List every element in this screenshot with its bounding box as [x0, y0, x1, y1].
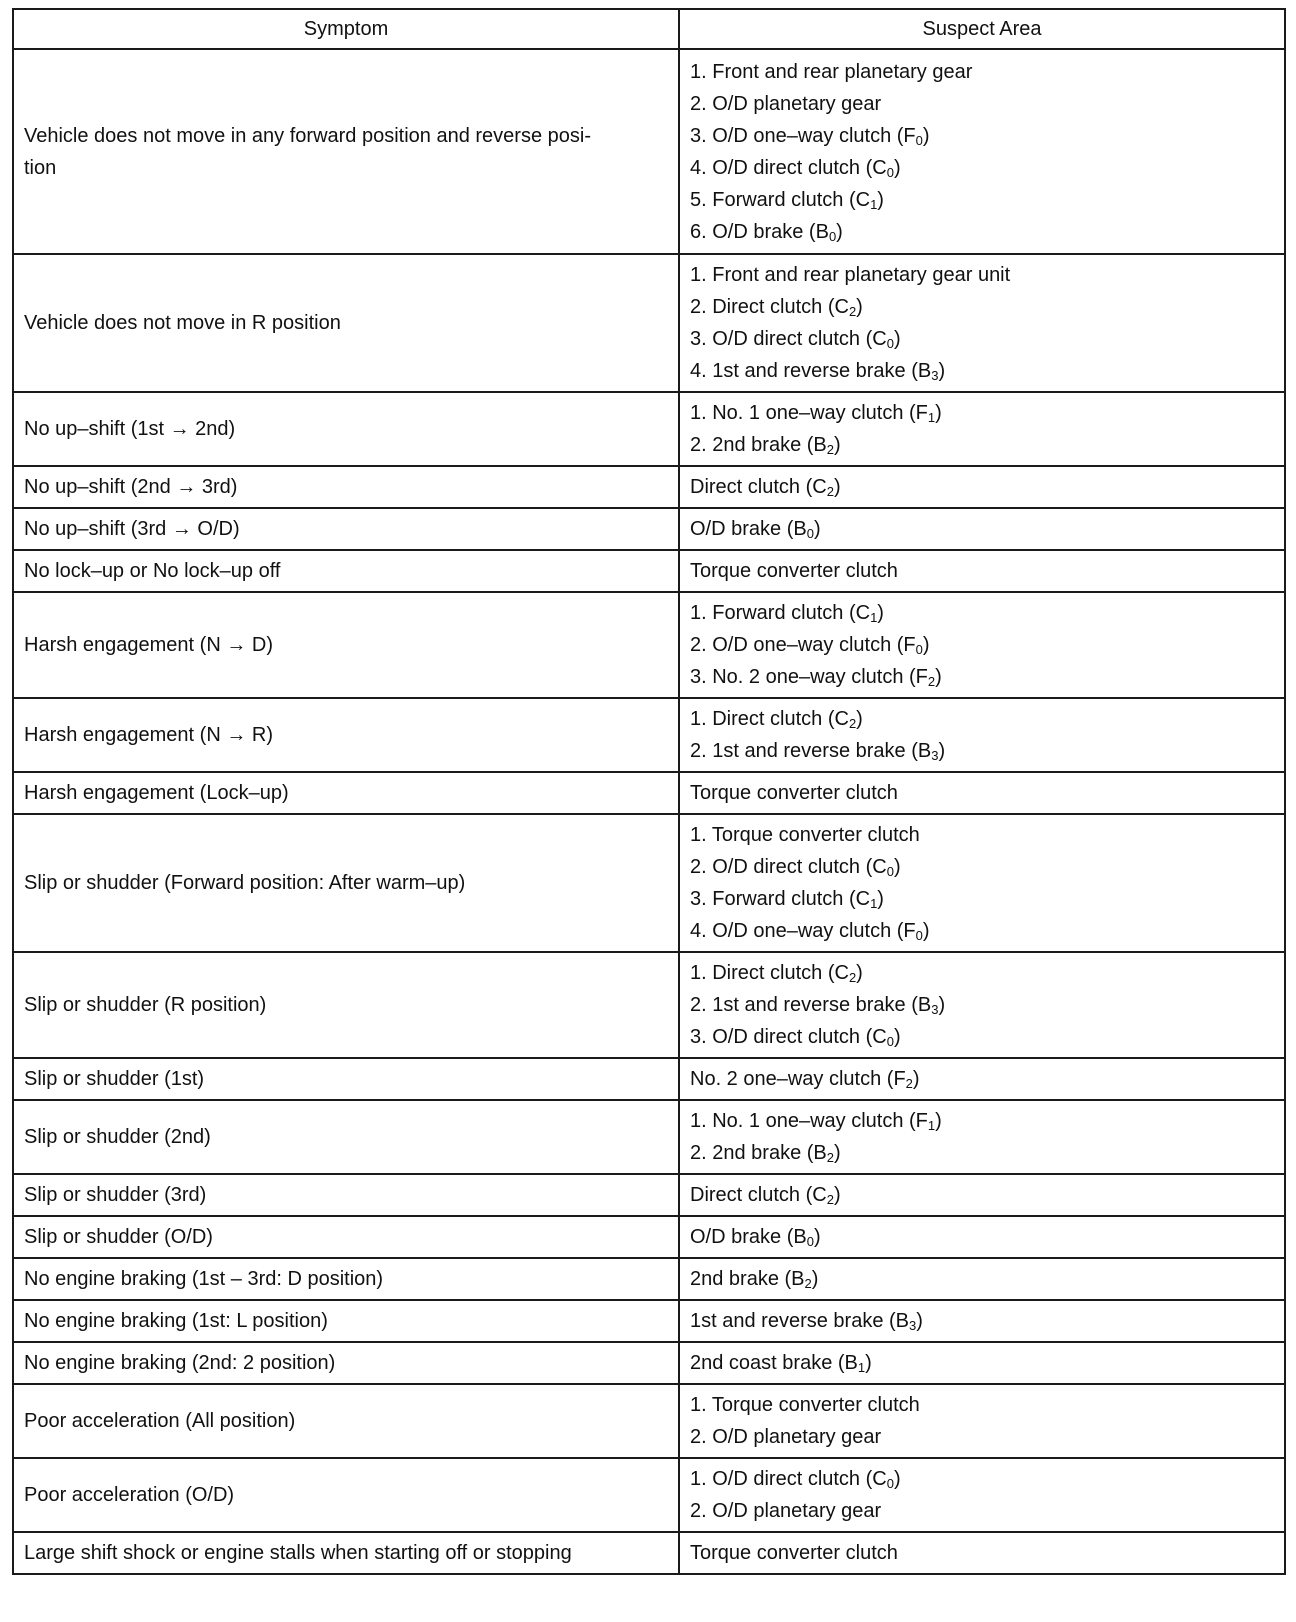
symptom-cell [13, 1058, 679, 1100]
table-row [13, 392, 1285, 466]
symptom-cell [13, 254, 679, 392]
suspect-item-subscript: 2 [927, 674, 936, 689]
suspect-item [690, 88, 1274, 120]
suspect-item [690, 597, 1274, 629]
suspect-item-text: 1. Forward clutch (C [690, 602, 871, 624]
suspect-item-suffix: ) [877, 602, 884, 624]
symptom-cell [13, 952, 679, 1058]
table-row [13, 592, 1285, 698]
symptom-text: Poor acceleration (O/D) [24, 1484, 235, 1506]
symptom-text: Slip or shudder (Forward position: After warm–up) [24, 872, 466, 894]
suspect-item-text: 2nd brake (B [690, 1268, 805, 1290]
suspect-item-suffix: ) [922, 634, 930, 656]
suspect-area-cell [679, 1342, 1285, 1384]
suspect-item [690, 397, 1274, 429]
header-row [13, 9, 1285, 49]
suspect-item-subscript: 0 [886, 164, 894, 180]
suspect-item [690, 777, 1274, 809]
suspect-item-suffix: ) [935, 402, 942, 424]
suspect-item-subscript: 3 [909, 1318, 917, 1333]
table-row [13, 1300, 1285, 1342]
symptom-text: Slip or shudder (3rd) [24, 1184, 207, 1206]
suspect-item-text: 2. O/D one–way clutch (F [690, 634, 916, 656]
suspect-item-text: 1. No. 1 one–way clutch (F [690, 402, 928, 424]
symptom-cell [13, 1258, 679, 1300]
suspect-item-text: 3. No. 2 one–way clutch (F [690, 666, 928, 688]
suspect-area-cell [679, 1174, 1285, 1216]
suspect-item [690, 1221, 1274, 1253]
suspect-item-subscript: 0 [828, 228, 837, 244]
suspect-item-subscript: 0 [886, 336, 894, 351]
symptom-text: No up–shift (1st → 2nd) [24, 418, 236, 440]
suspect-item [690, 735, 1274, 767]
suspect-item [690, 471, 1274, 503]
suspect-item-suffix: ) [916, 1310, 923, 1332]
suspect-area-cell [679, 592, 1285, 698]
suspect-item-subscript: 2 [826, 442, 834, 457]
suspect-item-subscript: 2 [826, 484, 834, 499]
suspect-item [690, 819, 1274, 851]
suspect-item-text: 1. Front and rear planetary gear unit [690, 264, 1011, 286]
suspect-item-subscript: 0 [886, 864, 894, 879]
table-row [13, 1342, 1285, 1384]
suspect-item-subscript: 2 [804, 1276, 812, 1291]
suspect-area-cell [679, 814, 1285, 952]
table-row [13, 1216, 1285, 1258]
suspect-item-text: 4. O/D one–way clutch (F [690, 920, 916, 942]
suspect-item-text: 1. O/D direct clutch (C [690, 1468, 887, 1490]
symptom-cell [13, 466, 679, 508]
suspect-item [690, 1105, 1274, 1137]
table-row [13, 550, 1285, 592]
symptom-text: Poor acceleration (All position) [24, 1410, 296, 1432]
suspect-item-suffix: ) [893, 156, 901, 179]
suspect-item-text: 5. Forward clutch (C [690, 188, 871, 211]
symptom-text: No engine braking (1st – 3rd: D position) [24, 1268, 384, 1290]
table-row [13, 1100, 1285, 1174]
suspect-item-subscript: 0 [915, 928, 923, 943]
table-row [13, 254, 1285, 392]
suspect-item-suffix: ) [922, 920, 930, 942]
suspect-item [690, 883, 1274, 915]
suspect-item-text: 1. No. 1 one–way clutch (F [690, 1110, 928, 1132]
table-row [13, 772, 1285, 814]
suspect-item [690, 355, 1274, 387]
suspect-item-text: 1st and reverse brake (B [690, 1310, 909, 1332]
suspect-item-suffix: ) [811, 1268, 819, 1290]
suspect-item-suffix: ) [813, 1226, 821, 1248]
suspect-item-subscript: 1 [870, 196, 878, 212]
suspect-item-subscript: 1 [870, 896, 878, 911]
suspect-item [690, 120, 1274, 152]
symptom-text: No engine braking (1st: L position) [24, 1310, 328, 1332]
suspect-item-suffix: ) [935, 1110, 942, 1132]
suspect-item [690, 513, 1274, 545]
suspect-item [690, 703, 1274, 735]
suspect-item-text: Torque converter clutch [690, 782, 898, 804]
suspect-item-text: 3. O/D direct clutch (C [690, 328, 887, 350]
suspect-area-cell [679, 1532, 1285, 1574]
suspect-item-suffix: ) [836, 220, 843, 243]
suspect-item [690, 1021, 1274, 1053]
suspect-item-subscript: 1 [857, 1360, 866, 1375]
suspect-item [690, 629, 1274, 661]
suspect-item-text: O/D brake (B [690, 1226, 807, 1248]
symptom-text: Harsh engagement (N → R) [24, 724, 273, 746]
suspect-item-subscript: 1 [927, 410, 936, 425]
suspect-area-cell [679, 254, 1285, 392]
suspect-area-cell [679, 1384, 1285, 1458]
suspect-item [690, 957, 1274, 989]
suspect-item-text: Torque converter clutch [690, 560, 898, 582]
suspect-item-text: 2. O/D planetary gear [690, 92, 882, 115]
suspect-item-suffix: ) [877, 888, 884, 910]
table-body [13, 49, 1285, 1574]
suspect-item-subscript: 3 [931, 748, 939, 763]
suspect-item-suffix: ) [893, 1026, 901, 1048]
suspect-item-subscript: 1 [927, 1118, 936, 1133]
suspect-item-subscript: 2 [826, 1192, 834, 1207]
suspect-item-text: 1. Front and rear planetary gear [690, 60, 973, 83]
suspect-item-subscript: 0 [915, 132, 923, 148]
symptom-cell [13, 1174, 679, 1216]
symptom-cell [13, 550, 679, 592]
suspect-item [690, 1305, 1274, 1337]
suspect-item-text: 1. Direct clutch (C [690, 962, 849, 984]
table-row [13, 1058, 1285, 1100]
suspect-item [690, 152, 1274, 184]
symptom-cell [13, 698, 679, 772]
suspect-item-text: Direct clutch (C [690, 476, 827, 498]
suspect-item-subscript: 2 [848, 304, 857, 319]
suspect-item-subscript: 0 [886, 1476, 894, 1491]
table-row [13, 1258, 1285, 1300]
suspect-item-text: O/D brake (B [690, 518, 807, 540]
suspect-area-cell [679, 1100, 1285, 1174]
suspect-item [690, 1495, 1274, 1527]
suspect-item-suffix: ) [938, 994, 946, 1016]
suspect-area-cell [679, 508, 1285, 550]
suspect-area-cell [679, 1300, 1285, 1342]
suspect-item [690, 1347, 1274, 1379]
suspect-item-text: 1. Direct clutch (C [690, 708, 849, 730]
symptom-text: Slip or shudder (R position) [24, 994, 267, 1016]
symptom-cell [13, 1100, 679, 1174]
suspect-item [690, 429, 1274, 461]
suspect-item-text: 1. Torque converter clutch [690, 824, 920, 846]
symptom-cell [13, 1216, 679, 1258]
suspect-item-subscript: 3 [931, 368, 939, 383]
suspect-item-text: 2. 2nd brake (B [690, 434, 827, 456]
suspect-item [690, 56, 1274, 88]
suspect-item [690, 851, 1274, 883]
table-row [13, 49, 1285, 254]
suspect-item-text: 3. O/D one–way clutch (F [690, 124, 916, 147]
suspect-item-text: 2. 2nd brake (B [690, 1142, 827, 1164]
suspect-item [690, 915, 1274, 947]
suspect-area-cell [679, 1058, 1285, 1100]
suspect-item [690, 1463, 1274, 1495]
symptom-cell [13, 508, 679, 550]
suspect-area-cell [679, 1258, 1285, 1300]
suspect-item-subscript: 2 [905, 1076, 913, 1091]
suspect-item-suffix: ) [833, 1142, 841, 1164]
suspect-item-subscript: 0 [806, 526, 814, 541]
suspect-item-text: No. 2 one–way clutch (F [690, 1068, 906, 1090]
symptom-text: No lock–up or No lock–up off [24, 560, 281, 582]
table-row [13, 952, 1285, 1058]
suspect-item-subscript: 1 [870, 610, 878, 625]
symptom-table [12, 8, 1286, 1575]
symptom-cell [13, 1384, 679, 1458]
suspect-item-subscript: 2 [848, 716, 857, 731]
suspect-item-suffix: ) [922, 124, 930, 147]
suspect-item-text: 2. 1st and reverse brake (B [690, 740, 932, 762]
suspect-item-text: Torque converter clutch [690, 1542, 898, 1564]
suspect-item-text: 2. O/D planetary gear [690, 1500, 882, 1522]
suspect-item-subscript: 2 [848, 970, 857, 985]
suspect-item-text: 2. Direct clutch (C [690, 296, 849, 318]
suspect-item-subscript: 0 [806, 1234, 814, 1249]
suspect-item [690, 555, 1274, 587]
suspect-item-text: 1. Torque converter clutch [690, 1394, 920, 1416]
suspect-item-suffix: ) [813, 518, 821, 540]
suspect-item [690, 259, 1274, 291]
suspect-item-suffix: ) [893, 856, 901, 878]
suspect-item-suffix: ) [856, 708, 863, 730]
table-row [13, 1174, 1285, 1216]
suspect-item-subscript: 2 [826, 1150, 834, 1165]
suspect-item-text: 3. O/D direct clutch (C [690, 1026, 887, 1048]
table-row [13, 1532, 1285, 1574]
symptom-cell [13, 814, 679, 952]
suspect-area-cell [679, 698, 1285, 772]
suspect-item [690, 323, 1274, 355]
suspect-item [690, 184, 1274, 216]
symptom-text: No up–shift (2nd → 3rd) [24, 476, 238, 498]
table-row [13, 698, 1285, 772]
symptom-cell [13, 1300, 679, 1342]
suspect-item-suffix: ) [833, 434, 841, 456]
suspect-item [690, 1389, 1274, 1421]
symptom-cell [13, 1532, 679, 1574]
table-row [13, 508, 1285, 550]
symptom-text: No engine braking (2nd: 2 position) [24, 1352, 336, 1374]
symptom-text: Large shift shock or engine stalls when starting off or stopping [24, 1542, 572, 1564]
suspect-item-text: 3. Forward clutch (C [690, 888, 871, 910]
suspect-item-suffix: ) [833, 476, 841, 498]
header-symptom: Symptom [13, 9, 679, 49]
symptom-text: Slip or shudder (O/D) [24, 1226, 213, 1248]
suspect-area-cell [679, 550, 1285, 592]
symptom-text: Harsh engagement (Lock–up) [24, 782, 289, 804]
symptom-text: Vehicle does not move in R position [24, 312, 341, 334]
suspect-item [690, 216, 1274, 248]
symptom-cell [13, 49, 679, 254]
suspect-item-suffix: ) [833, 1184, 841, 1206]
symptom-cell [13, 772, 679, 814]
suspect-item [690, 1537, 1274, 1569]
table-row [13, 1384, 1285, 1458]
table-row [13, 814, 1285, 952]
symptom-text: Slip or shudder (1st) [24, 1068, 205, 1090]
header-suspect-area: Suspect Area [679, 9, 1285, 49]
suspect-item [690, 1263, 1274, 1295]
suspect-item [690, 1063, 1274, 1095]
suspect-item [690, 1421, 1274, 1453]
suspect-item-text: 4. 1st and reverse brake (B [690, 360, 932, 382]
suspect-item [690, 291, 1274, 323]
suspect-item [690, 1137, 1274, 1169]
suspect-item-text: 2nd coast brake (B [690, 1352, 858, 1374]
suspect-item [690, 661, 1274, 693]
suspect-item-suffix: ) [938, 360, 946, 382]
suspect-area-cell [679, 772, 1285, 814]
suspect-item-text: 4. O/D direct clutch (C [690, 156, 887, 179]
symptom-cell [13, 1342, 679, 1384]
suspect-area-cell [679, 466, 1285, 508]
suspect-area-cell [679, 1216, 1285, 1258]
suspect-item-text: 2. 1st and reverse brake (B [690, 994, 932, 1016]
symptom-text: Slip or shudder (2nd) [24, 1126, 211, 1148]
suspect-item-subscript: 3 [931, 1002, 939, 1017]
symptom-text: Harsh engagement (N → D) [24, 634, 273, 656]
suspect-item-suffix: ) [865, 1352, 872, 1374]
suspect-item-text: 2. O/D planetary gear [690, 1426, 882, 1448]
suspect-item-suffix: ) [856, 962, 863, 984]
symptom-text: No up–shift (3rd → O/D) [24, 518, 240, 540]
suspect-area-cell [679, 952, 1285, 1058]
suspect-item-text: 2. O/D direct clutch (C [690, 856, 887, 878]
table-row [13, 1458, 1285, 1532]
suspect-area-cell [679, 392, 1285, 466]
suspect-item-text: Direct clutch (C [690, 1184, 827, 1206]
suspect-item-text: 6. O/D brake (B [690, 220, 829, 243]
suspect-item-subscript: 0 [915, 642, 923, 657]
symptom-cell [13, 1458, 679, 1532]
suspect-item-suffix: ) [912, 1068, 920, 1090]
suspect-item-suffix: ) [938, 740, 946, 762]
suspect-item-suffix: ) [893, 1468, 901, 1490]
table-row [13, 466, 1285, 508]
suspect-item [690, 1179, 1274, 1211]
suspect-item [690, 989, 1274, 1021]
suspect-item-suffix: ) [893, 328, 901, 350]
symptom-cell [13, 392, 679, 466]
suspect-item-suffix: ) [935, 666, 942, 688]
suspect-area-cell [679, 1458, 1285, 1532]
suspect-item-suffix: ) [877, 188, 884, 211]
suspect-item-suffix: ) [856, 296, 863, 318]
symptom-cell [13, 592, 679, 698]
suspect-area-cell [679, 49, 1285, 254]
symptom-text: Vehicle does not move in any forward position and reverse posi- tion [24, 124, 591, 179]
suspect-item-subscript: 0 [886, 1034, 894, 1049]
